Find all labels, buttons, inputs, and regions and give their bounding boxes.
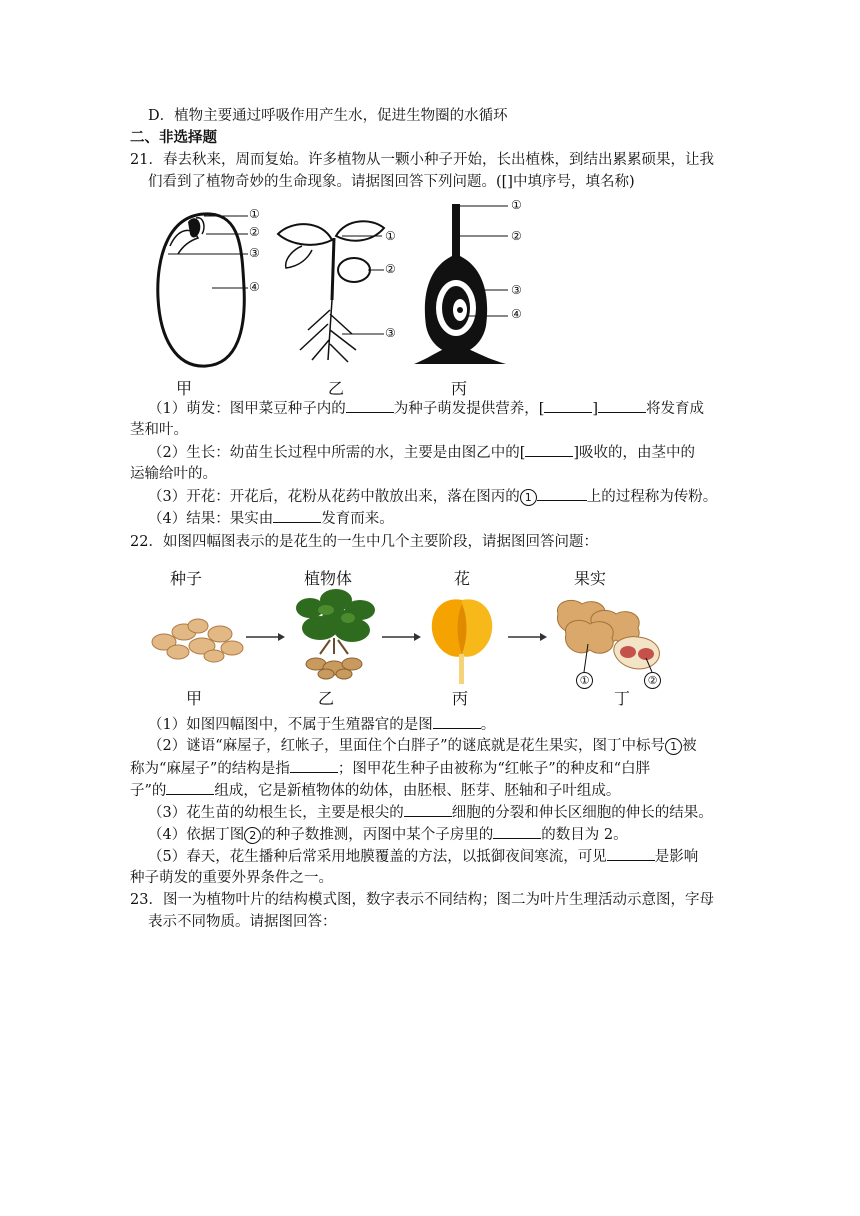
q21-p2-continuation: 运输给叶的。 bbox=[130, 466, 217, 482]
seed-label-2: ② bbox=[249, 225, 260, 239]
q22-p3-text-a: （3）花生苗的幼根生长，主要是根尖的 bbox=[148, 805, 404, 821]
q21-part1 bbox=[148, 398, 704, 419]
peanut-fruit-image bbox=[552, 594, 668, 678]
q21-p4-text-b: 发育而来。 bbox=[321, 511, 394, 527]
q22-p2-text-f: 组成，它是新植物体的幼体，由胚根、胚芽、胚轴和子叶组成。 bbox=[214, 783, 621, 799]
q22-p4-text-b: 的种子数推测，丙图中某个子房里的 bbox=[261, 827, 494, 843]
seedling-label-3: ③ bbox=[385, 326, 396, 340]
seedling-figure bbox=[272, 210, 402, 370]
q21-intro-line1: 21．春去秋来，周而复始。许多植物从一颗小种子开始，长出植株，到结出累累硕果，让我 bbox=[130, 152, 714, 168]
q22-part2-line3 bbox=[130, 780, 620, 801]
q21-p4-blank[interactable] bbox=[273, 508, 321, 523]
q22-part2 bbox=[148, 736, 697, 756]
q22-p1-blank[interactable] bbox=[433, 714, 481, 729]
q21-p2-text-a: （2）生长：幼苗生长过程中所需的水，主要是由图乙中的[ bbox=[148, 445, 526, 461]
arrow-icon-2 bbox=[382, 630, 422, 644]
q21-p3-text-b: 上的过程称为传粉。 bbox=[586, 489, 718, 505]
q22-part1 bbox=[148, 714, 495, 735]
q21-p1-text-c: ] bbox=[592, 401, 599, 417]
q21-intro-line2: 们看到了植物奇妙的生命现象。请据图回答下列问题。([]中填序号，填名称) bbox=[148, 174, 635, 190]
stage-title-fruit: 果实 bbox=[574, 569, 607, 588]
q22-p4-text-c: 的数目为 2。 bbox=[541, 827, 628, 843]
q22-part5 bbox=[148, 846, 698, 867]
q22-p2-text-e: 子”的 bbox=[130, 783, 167, 799]
fruit-mark-1-number: ① bbox=[576, 672, 593, 689]
seed-label-3: ③ bbox=[249, 246, 260, 260]
q22-p2-text-d: ；图甲花生种子由被称为“红帐子”的种皮和“白胖 bbox=[337, 761, 651, 777]
q23-intro-line2: 表示不同物质。请据图回答： bbox=[148, 914, 337, 930]
q22-p4-circled-number: 2 bbox=[244, 827, 261, 844]
seedling-label-1: ① bbox=[385, 229, 396, 243]
fig-caption-yi: 乙 bbox=[328, 379, 345, 398]
peanut-plant-image bbox=[290, 588, 380, 682]
q22-p3-blank[interactable] bbox=[404, 802, 452, 817]
q22-p5-text-a: （5）春天，花生播种后常采用地膜覆盖的方法，以抵御夜间寒流，可见 bbox=[148, 849, 607, 865]
q23-intro-line1: 23．图一为植物叶片的结构模式图，数字表示不同结构；图二为叶片生理活动示意图，字母 bbox=[130, 892, 714, 908]
q22-p4-text-a: （4）依据丁图 bbox=[148, 827, 245, 843]
peanut-seeds-image bbox=[150, 612, 244, 664]
stage-label-ding: 丁 bbox=[614, 689, 631, 708]
stage-title-plant: 植物体 bbox=[304, 569, 353, 588]
peanut-flower-image bbox=[424, 590, 500, 686]
pistil-label-3: ③ bbox=[511, 283, 522, 297]
q22-p5-continuation: 种子萌发的重要外界条件之一。 bbox=[130, 870, 333, 886]
q22-p1-text-b: 。 bbox=[480, 717, 496, 733]
fruit-mark-1 bbox=[576, 670, 593, 689]
q22-p2-text-c: 称为“麻屋子”的结构是指 bbox=[130, 761, 290, 777]
q22-p4-blank[interactable] bbox=[493, 824, 541, 839]
seedling-label-2: ② bbox=[385, 262, 396, 276]
arrow-icon-3 bbox=[508, 630, 548, 644]
q21-p2-text-b: ]吸收的，由茎中的 bbox=[573, 445, 696, 461]
q22-part3 bbox=[148, 802, 713, 823]
q22-part4 bbox=[148, 824, 628, 845]
arrow-icon-1 bbox=[246, 630, 286, 644]
q21-p1-blank-3[interactable] bbox=[598, 398, 646, 413]
fruit-mark-2 bbox=[644, 670, 661, 689]
q22-p3-text-b: 细胞的分裂和伸长区细胞的伸长的结果。 bbox=[451, 805, 713, 821]
q21-p3-circled-number: 1 bbox=[520, 489, 537, 506]
q22-p2-text-b: 被 bbox=[682, 738, 697, 754]
stage-label-bing: 丙 bbox=[452, 689, 469, 708]
section-title: 二、非选择题 bbox=[130, 130, 217, 146]
stage-title-seed: 种子 bbox=[170, 569, 203, 588]
q22-intro: 22．如图四幅图表示的是花生的一生中几个主要阶段，请据图回答问题： bbox=[130, 534, 598, 550]
q21-p4-text-a: （4）结果：果实由 bbox=[148, 511, 274, 527]
stage-label-jia: 甲 bbox=[186, 689, 203, 708]
q21-part3 bbox=[148, 486, 717, 507]
fig-caption-bing: 丙 bbox=[451, 379, 468, 398]
fruit-mark-2-number: ② bbox=[644, 672, 661, 689]
q21-p3-text-a: （3）开花：开花后，花粉从花药中散放出来，落在图丙的 bbox=[148, 489, 520, 505]
q22-p5-blank[interactable] bbox=[607, 846, 655, 861]
stage-label-yi: 乙 bbox=[318, 689, 335, 708]
q22-p5-text-b: 是影响 bbox=[654, 849, 699, 865]
pistil-label-1: ① bbox=[511, 198, 522, 212]
q21-p1-text-d: 将发育成 bbox=[646, 401, 705, 417]
q21-p1-text-a: （1）萌发：图甲菜豆种子内的 bbox=[148, 401, 346, 417]
pistil-label-4: ④ bbox=[511, 307, 522, 321]
pistil-label-2: ② bbox=[511, 229, 522, 243]
q21-p1-text-b: 为种子萌发提供营养，[ bbox=[393, 401, 545, 417]
q22-p2-blank-1[interactable] bbox=[290, 758, 338, 773]
q21-part4 bbox=[148, 508, 394, 529]
seed-label-4: ④ bbox=[249, 280, 260, 294]
seed-label-1: ① bbox=[249, 207, 260, 221]
q21-p3-blank[interactable] bbox=[537, 486, 587, 501]
q21-p1-blank-1[interactable] bbox=[346, 398, 394, 413]
q22-p2-blank-2[interactable] bbox=[166, 780, 214, 795]
q21-part2 bbox=[148, 442, 695, 463]
q22-p1-text-a: （1）如图四幅图中，不属于生殖器官的是图 bbox=[148, 717, 433, 733]
q22-p2-circled-number: 1 bbox=[665, 738, 682, 755]
q20-option-d: D．植物主要通过呼吸作用产生水，促进生物圈的水循环 bbox=[148, 108, 508, 124]
q22-part2-line2 bbox=[130, 758, 650, 779]
fig-caption-jia: 甲 bbox=[176, 379, 193, 398]
q21-p2-blank-1[interactable] bbox=[525, 442, 573, 457]
q21-p1-blank-2[interactable] bbox=[544, 398, 592, 413]
q22-p2-text-a: （2）谜语“麻屋子，红帐子，里面住个白胖子”的谜底就是花生果实，图丁中标号 bbox=[148, 738, 666, 754]
q21-p1-continuation: 茎和叶。 bbox=[130, 422, 188, 438]
stage-title-flower: 花 bbox=[454, 569, 471, 588]
